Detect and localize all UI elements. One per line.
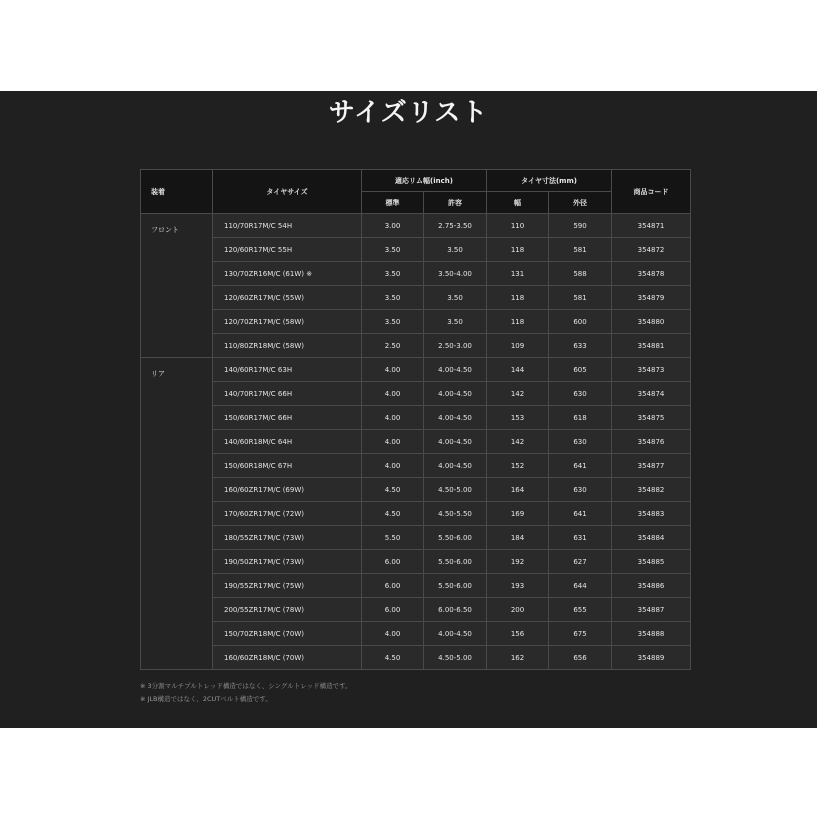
table-row [141, 430, 691, 454]
rim-allowed-cell: 4.50-5.50 [424, 502, 487, 526]
product-code-cell: 354877 [612, 454, 691, 478]
product-code-cell: 354872 [612, 238, 691, 262]
header-rim-standard: 標準 [362, 192, 424, 214]
header-rim-width: 適応リム幅(inch) [362, 170, 487, 192]
width-cell: 156 [487, 622, 549, 646]
rim-standard-cell: 4.00 [362, 430, 424, 454]
rim-allowed-cell: 4.50-5.00 [424, 646, 487, 670]
product-code-cell: 354871 [612, 214, 691, 238]
position-cell: リア [141, 358, 213, 670]
outer-diameter-cell: 655 [549, 598, 612, 622]
width-cell: 152 [487, 454, 549, 478]
tire-size-cell: 190/55ZR17M/C (75W) [213, 574, 362, 598]
rim-standard-cell: 4.50 [362, 646, 424, 670]
product-code-cell: 354882 [612, 478, 691, 502]
rim-standard-cell: 6.00 [362, 598, 424, 622]
product-code-cell: 354876 [612, 430, 691, 454]
rim-allowed-cell: 6.00-6.50 [424, 598, 487, 622]
tire-size-cell: 110/80ZR18M/C (58W) [213, 334, 362, 358]
size-table [140, 169, 691, 670]
table-row [141, 502, 691, 526]
rim-allowed-cell: 3.50 [424, 286, 487, 310]
table-row [141, 262, 691, 286]
outer-diameter-cell: 590 [549, 214, 612, 238]
table-header [141, 170, 691, 214]
rim-standard-cell: 3.50 [362, 286, 424, 310]
rim-allowed-cell: 4.00-4.50 [424, 454, 487, 478]
header-dim-width: 幅 [487, 192, 549, 214]
tire-size-cell: 150/70ZR18M/C (70W) [213, 622, 362, 646]
tire-size-cell: 110/70R17M/C 54H [213, 214, 362, 238]
width-cell: 142 [487, 430, 549, 454]
outer-diameter-cell: 631 [549, 526, 612, 550]
tire-size-cell: 200/55ZR17M/C (78W) [213, 598, 362, 622]
outer-diameter-cell: 630 [549, 430, 612, 454]
tire-size-cell: 120/60R17M/C 55H [213, 238, 362, 262]
rim-standard-cell: 4.00 [362, 358, 424, 382]
table-row [141, 478, 691, 502]
rim-allowed-cell: 3.50 [424, 238, 487, 262]
rim-standard-cell: 3.00 [362, 214, 424, 238]
rim-standard-cell: 4.00 [362, 454, 424, 478]
width-cell: 144 [487, 358, 549, 382]
table-row [141, 526, 691, 550]
width-cell: 193 [487, 574, 549, 598]
tire-size-cell: 160/60ZR18M/C (70W) [213, 646, 362, 670]
width-cell: 109 [487, 334, 549, 358]
product-code-cell: 354887 [612, 598, 691, 622]
outer-diameter-cell: 656 [549, 646, 612, 670]
rim-standard-cell: 5.50 [362, 526, 424, 550]
rim-standard-cell: 4.00 [362, 406, 424, 430]
header-rim-allowed: 許容 [424, 192, 487, 214]
width-cell: 184 [487, 526, 549, 550]
header-position: 装着 [141, 170, 213, 214]
table-row [141, 310, 691, 334]
header-product-code: 商品コード [612, 170, 691, 214]
rim-allowed-cell: 4.00-4.50 [424, 406, 487, 430]
outer-diameter-cell: 588 [549, 262, 612, 286]
product-code-cell: 354884 [612, 526, 691, 550]
product-code-cell: 354886 [612, 574, 691, 598]
outer-diameter-cell: 605 [549, 358, 612, 382]
rim-allowed-cell: 4.00-4.50 [424, 622, 487, 646]
tire-size-cell: 130/70ZR16M/C (61W) ※ [213, 262, 362, 286]
rim-allowed-cell: 4.00-4.50 [424, 430, 487, 454]
footnote: ※ 3分割マルチプルトレッド構造ではなく、シングルトレッド構造です。 [140, 682, 352, 690]
rim-standard-cell: 2.50 [362, 334, 424, 358]
rim-standard-cell: 3.50 [362, 310, 424, 334]
rim-standard-cell: 4.00 [362, 622, 424, 646]
tire-size-cell: 180/55ZR17M/C (73W) [213, 526, 362, 550]
rim-standard-cell: 3.50 [362, 262, 424, 286]
footnote: ※ JLB構造ではなく、2CUTベルト構造です。 [140, 695, 272, 703]
footnotes [140, 680, 352, 706]
width-cell: 142 [487, 382, 549, 406]
tire-size-cell: 120/70ZR17M/C (58W) [213, 310, 362, 334]
header-tire-dimensions: タイヤ寸法(mm) [487, 170, 612, 192]
tire-size-cell: 190/50ZR17M/C (73W) [213, 550, 362, 574]
table-body [141, 214, 691, 670]
table-row [141, 646, 691, 670]
rim-allowed-cell: 4.50-5.00 [424, 478, 487, 502]
product-code-cell: 354873 [612, 358, 691, 382]
table-row [141, 358, 691, 382]
width-cell: 192 [487, 550, 549, 574]
rim-allowed-cell: 2.50-3.00 [424, 334, 487, 358]
tire-size-cell: 140/60R18M/C 64H [213, 430, 362, 454]
page-title: サイズリスト [328, 98, 489, 128]
product-code-cell: 354881 [612, 334, 691, 358]
table-row [141, 454, 691, 478]
table-row [141, 622, 691, 646]
outer-diameter-cell: 644 [549, 574, 612, 598]
table-row [141, 598, 691, 622]
tire-size-cell: 140/60R17M/C 63H [213, 358, 362, 382]
tire-size-cell: 160/60ZR17M/C (69W) [213, 478, 362, 502]
rim-allowed-cell: 5.50-6.00 [424, 526, 487, 550]
tire-size-cell: 150/60R17M/C 66H [213, 406, 362, 430]
rim-standard-cell: 4.00 [362, 382, 424, 406]
product-code-cell: 354885 [612, 550, 691, 574]
outer-diameter-cell: 630 [549, 478, 612, 502]
tire-size-cell: 120/60ZR17M/C (55W) [213, 286, 362, 310]
table-row [141, 214, 691, 238]
rim-allowed-cell: 5.50-6.00 [424, 574, 487, 598]
rim-allowed-cell: 3.50 [424, 310, 487, 334]
position-cell: フロント [141, 214, 213, 358]
width-cell: 153 [487, 406, 549, 430]
rim-standard-cell: 4.50 [362, 502, 424, 526]
tire-size-cell: 140/70R17M/C 66H [213, 382, 362, 406]
width-cell: 164 [487, 478, 549, 502]
table-row [141, 334, 691, 358]
outer-diameter-cell: 630 [549, 382, 612, 406]
outer-diameter-cell: 627 [549, 550, 612, 574]
tire-size-cell: 170/60ZR17M/C (72W) [213, 502, 362, 526]
outer-diameter-cell: 618 [549, 406, 612, 430]
width-cell: 118 [487, 310, 549, 334]
rim-allowed-cell: 4.00-4.50 [424, 358, 487, 382]
rim-standard-cell: 4.50 [362, 478, 424, 502]
width-cell: 118 [487, 238, 549, 262]
rim-allowed-cell: 3.50-4.00 [424, 262, 487, 286]
rim-standard-cell: 6.00 [362, 550, 424, 574]
outer-diameter-cell: 581 [549, 238, 612, 262]
rim-standard-cell: 3.50 [362, 238, 424, 262]
rim-standard-cell: 6.00 [362, 574, 424, 598]
product-code-cell: 354874 [612, 382, 691, 406]
product-code-cell: 354875 [612, 406, 691, 430]
product-code-cell: 354879 [612, 286, 691, 310]
width-cell: 169 [487, 502, 549, 526]
tire-size-cell: 150/60R18M/C 67H [213, 454, 362, 478]
header-dim-outer: 外径 [549, 192, 612, 214]
table-row [141, 550, 691, 574]
product-code-cell: 354878 [612, 262, 691, 286]
width-cell: 110 [487, 214, 549, 238]
outer-diameter-cell: 641 [549, 502, 612, 526]
width-cell: 200 [487, 598, 549, 622]
header-tire-size: タイヤサイズ [213, 170, 362, 214]
table-row [141, 406, 691, 430]
product-code-cell: 354880 [612, 310, 691, 334]
width-cell: 131 [487, 262, 549, 286]
table-row [141, 286, 691, 310]
rim-allowed-cell: 5.50-6.00 [424, 550, 487, 574]
table-row [141, 382, 691, 406]
table-row [141, 238, 691, 262]
outer-diameter-cell: 581 [549, 286, 612, 310]
rim-allowed-cell: 4.00-4.50 [424, 382, 487, 406]
width-cell: 118 [487, 286, 549, 310]
product-code-cell: 354889 [612, 646, 691, 670]
product-code-cell: 354883 [612, 502, 691, 526]
table-row [141, 574, 691, 598]
width-cell: 162 [487, 646, 549, 670]
outer-diameter-cell: 600 [549, 310, 612, 334]
outer-diameter-cell: 641 [549, 454, 612, 478]
outer-diameter-cell: 633 [549, 334, 612, 358]
product-code-cell: 354888 [612, 622, 691, 646]
rim-allowed-cell: 2.75-3.50 [424, 214, 487, 238]
outer-diameter-cell: 675 [549, 622, 612, 646]
